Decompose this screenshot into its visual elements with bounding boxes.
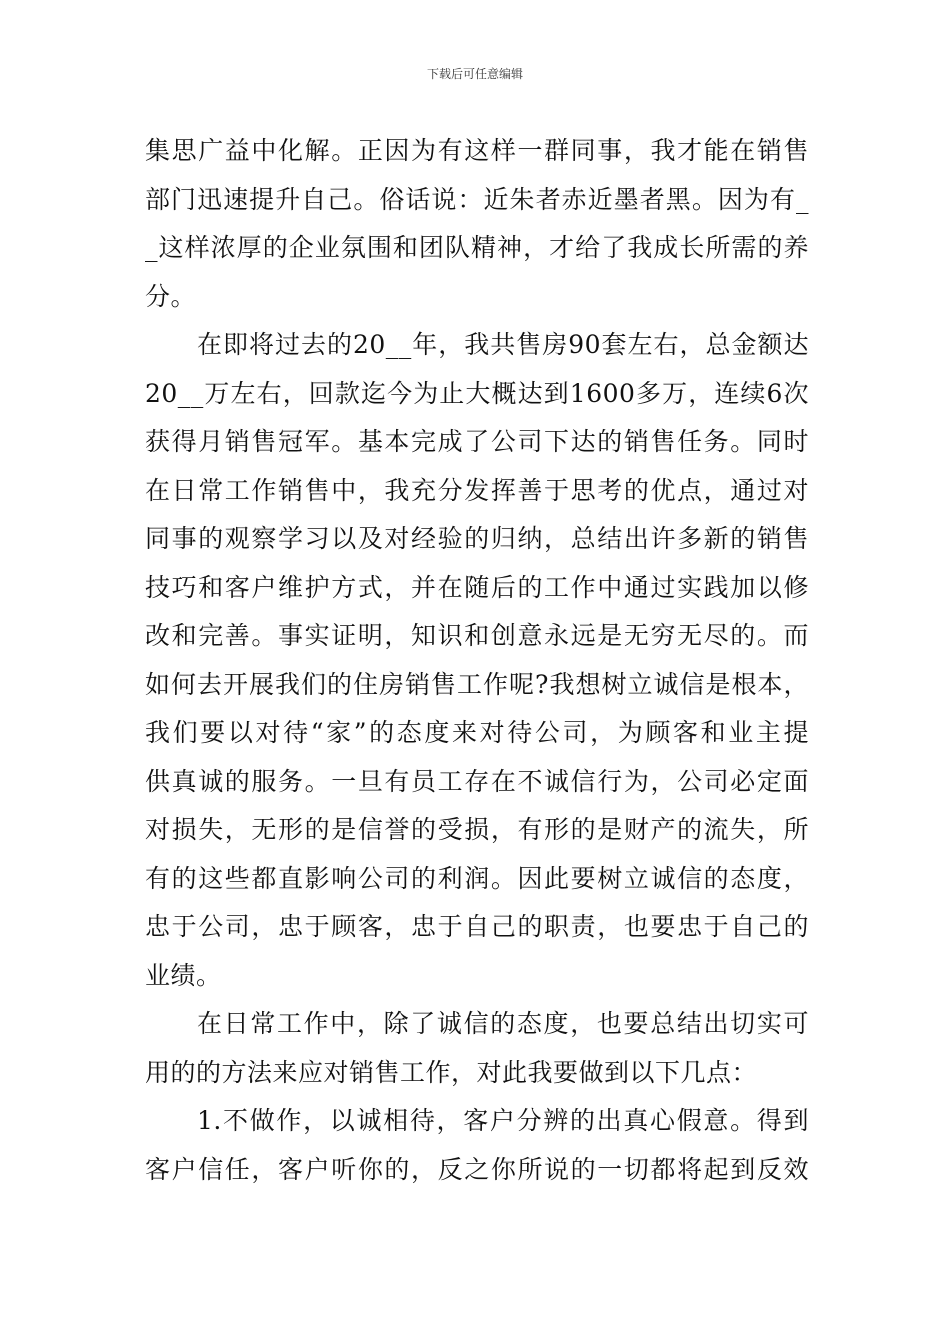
text-line: 分。 bbox=[145, 281, 197, 311]
text-line: _这样浓厚的企业氛围和团队精神，才给了我成长所需的养 bbox=[145, 233, 809, 262]
text-line: 在即将过去的20__年，我共售房90套左右，总金额达 bbox=[197, 330, 809, 359]
text-line: 供真诚的服务。一旦有员工存在不诚信行为，公司必定面 bbox=[145, 766, 809, 796]
text-line: 在日常工作中，除了诚信的态度，也要总结出切实可 bbox=[197, 1009, 809, 1038]
text-line: 技巧和客户维护方式，并在随后的工作中通过实践加以修 bbox=[145, 572, 809, 602]
text-line: 用的的方法来应对销售工作，对此我要做到以下几点： bbox=[145, 1057, 758, 1087]
text-line: 业绩。 bbox=[145, 960, 222, 990]
paragraph bbox=[145, 1097, 809, 1194]
text-line: 20__万左右，回款迄今为止大概达到1600多万，连续6次 bbox=[145, 378, 809, 408]
text-line: 有的这些都直影响公司的利润。因此要树立诚信的态度， bbox=[145, 863, 809, 893]
text-line: 我们要以对待“家”的态度来对待公司，为顾客和业主提 bbox=[145, 718, 809, 747]
text-line: 在日常工作销售中，我充分发挥善于思考的优点，通过对 bbox=[145, 475, 809, 505]
text-line: 1.不做作，以诚相待，客户分辨的出真心假意。得到 bbox=[197, 1106, 809, 1135]
text-line: 部门迅速提升自己。俗话说：近朱者赤近墨者黑。因为有_ bbox=[145, 184, 809, 214]
text-line: 忠于公司，忠于顾客，忠于自己的职责，也要忠于自己的 bbox=[145, 912, 809, 941]
text-line: 客户信任，客户听你的，反之你所说的一切都将起到反效 bbox=[145, 1154, 809, 1184]
paragraph bbox=[145, 1000, 809, 1097]
text-line: 集思广益中化解。正因为有这样一群同事，我才能在销售 bbox=[145, 136, 809, 165]
text-line: 同事的观察学习以及对经验的归纳，总结出许多新的销售 bbox=[145, 524, 809, 553]
text-line: 如何去开展我们的住房销售工作呢?我想树立诚信是根本， bbox=[145, 669, 809, 699]
paragraph bbox=[145, 127, 809, 321]
page-header: 下载后可任意编辑 bbox=[426, 67, 523, 81]
text-line: 对损失，无形的是信誉的受损，有形的是财产的流失，所 bbox=[145, 815, 809, 844]
text-line: 改和完善。事实证明，知识和创意永远是无穷无尽的。而 bbox=[145, 621, 809, 650]
document-body bbox=[145, 127, 809, 1194]
paragraph bbox=[145, 321, 809, 1000]
text-line: 获得月销售冠军。基本完成了公司下达的销售任务。同时 bbox=[145, 427, 809, 456]
